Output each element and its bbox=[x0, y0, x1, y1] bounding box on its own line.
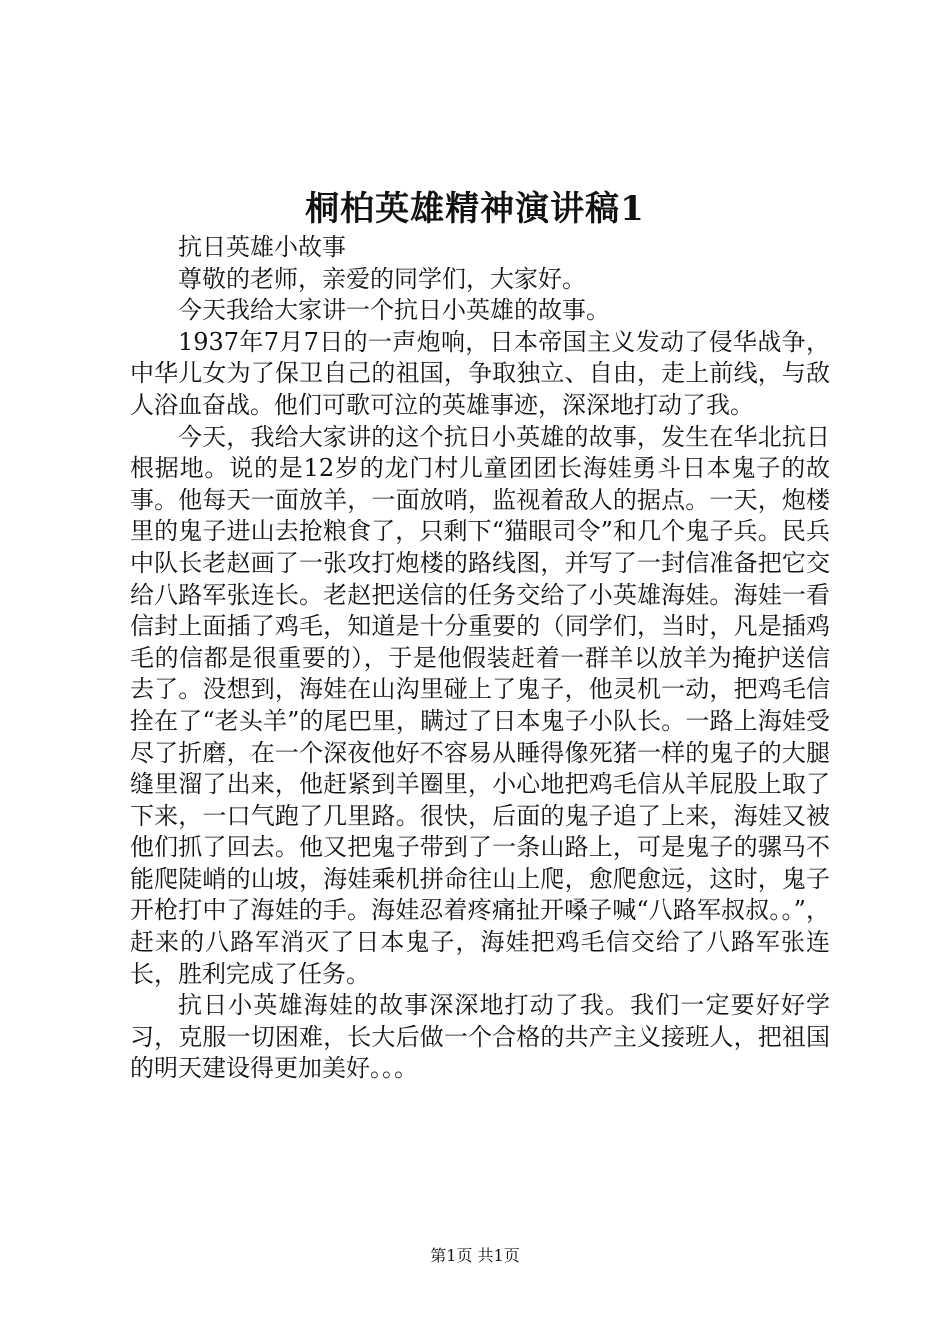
paragraph-conclusion: 抗日小英雄海娃的故事深深地打动了我。我们一定要好好学习，克服一切困难，长大后做一个合格的共产主义接班人，把祖国的明天建设得更加美好。。。 bbox=[130, 991, 830, 1083]
paragraph-greeting: 尊敬的老师，亲爱的同学们，大家好。 bbox=[178, 264, 586, 293]
paragraph-intro: 今天我给大家讲一个抗日小英雄的故事。 bbox=[178, 296, 610, 325]
document-title: 桐柏英雄精神演讲稿1 bbox=[305, 189, 645, 229]
paragraph-story: 今天，我给大家讲的这个抗日小英雄的故事，发生在华北抗日根据地。说的是12岁的龙门村儿童团团长海娃勇斗日本鬼子的故事。他每天一面放羊，一面放哨，监视着敌人的据点。一天，炮楼里的鬼子进山去抢粮食了，只剩下“猫眼司令”和几个鬼子兵。民兵中队长老赵画了一张攻打炮楼的路线图，并写了一封信准备把它交给八路军张连长。老赵把送信的任务交给了小英雄海娃。海娃一看信封上面插了鸡毛，知道是十分重要的（同学们，当时，凡是插鸡毛的信都是很重要的），于是他假装赶着一群羊以放羊为掩护送信去了。没想到，海娃在山沟里碰上了鬼子，他灵机一动，把鸡毛信拴在了“老头羊”的尾巴里，瞒过了日本鬼子小队长。一路上海娃受尽了折磨，在一个深夜他好不容易从睡得像死猪一样的鬼子的大腿缝里溜了出来，他赶紧到羊圈里，小心地把鸡毛信从羊屁股上取了下来，一口气跑了几里路。很快，后面的鬼子追了上来，海娃又被他们抓了回去。他又把鬼子带到了一条山路上，可是鬼子的骡马不能爬陡峭的山坡，海娃乘机拼命往山上爬，愈爬愈远，这时，鬼子开枪打中了海娃的手。海娃忍着疼痛扯开嗓子喊“八路军叔叔。。”，赶来的八路军消灭了日本鬼子，海娃把鸡毛信交给了八路军张连长，胜利完成了任务。 bbox=[130, 422, 830, 988]
paragraph-heading: 抗日英雄小故事 bbox=[178, 233, 346, 261]
paragraph-background: 1937年7月7日的一声炮响，日本帝国主义发动了侵华战争，中华儿女为了保卫自己的祖国，争取独立、自由，走上前线，与敌人浴血奋战。他们可歌可泣的英雄事迹，深深地打动了我。 bbox=[130, 327, 830, 419]
document-body bbox=[130, 232, 830, 1085]
page-footer: 第1页 共1页 bbox=[430, 1246, 520, 1265]
